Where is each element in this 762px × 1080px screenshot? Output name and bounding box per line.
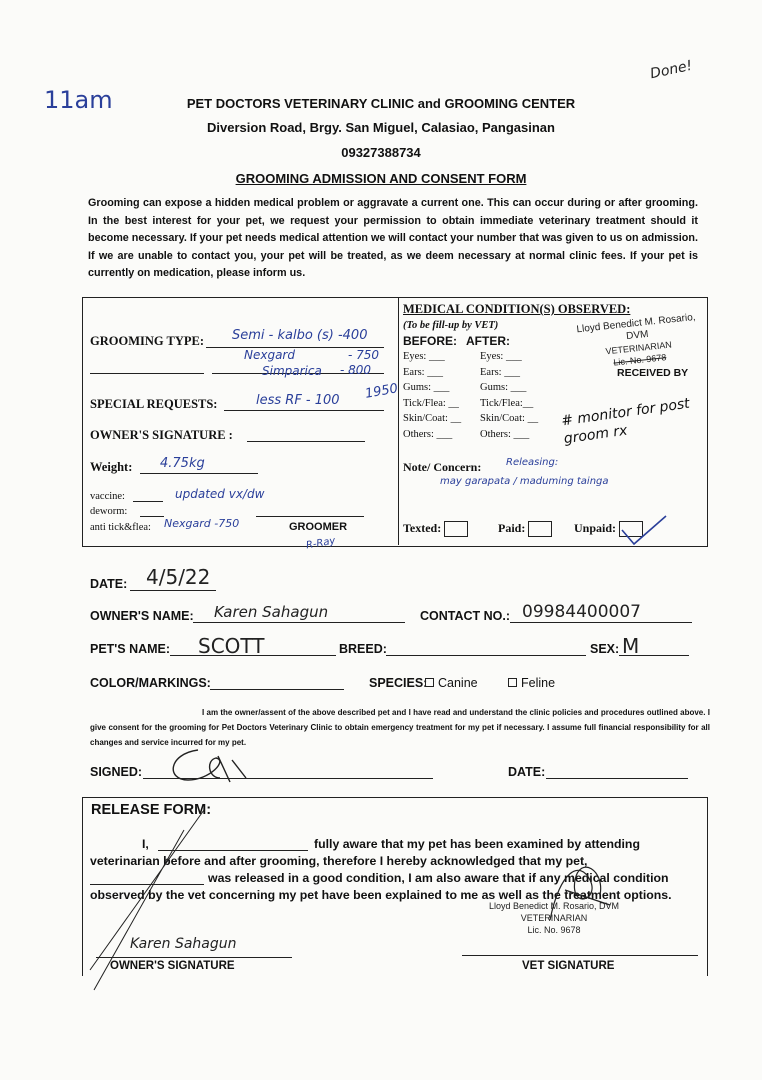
vaccine-value: updated vx/dw <box>175 487 265 501</box>
owner-signature-mark <box>158 742 248 788</box>
note-label: Note/ Concern: <box>403 460 482 474</box>
simparica-text: Simparica <box>262 364 322 378</box>
grooming-type-label: GROOMING TYPE: <box>90 334 205 348</box>
stamp-bottom-license: Lic. No. 9678 <box>527 925 581 935</box>
pet-name-value: SCOTT <box>198 634 265 658</box>
release-owner-signature: Karen Sahagun <box>130 936 237 952</box>
grooming-extra-line <box>90 373 204 374</box>
release-p1b: fully aware that my pet has been examined by attending <box>314 837 640 851</box>
sex-value: M <box>622 634 640 658</box>
medical-subtitle: (To be fill-up by VET) <box>403 320 499 331</box>
intro-paragraph: Grooming can expose a hidden medical problem or aggravate a current one. This can occur during or after grooming. In the best interest for your pet, we request your permission to obtain immediate veterinary treatment should it become necessary. If your pet needs medical attention we will contact your number that was given to us on admission. If we are unable to contact you, your pet will be treated, as we deem necessary at normal clinic fees. If your pet is currently on medication, please inform us. <box>88 197 698 279</box>
release-p3: was released in a good condition, I am also aware that if any medical condition <box>208 871 669 885</box>
owner-name-label: OWNER'S NAME: <box>90 609 194 623</box>
after-ears: Ears: ___ <box>480 366 520 378</box>
texted-checkbox[interactable] <box>444 521 468 537</box>
vet-sig-label: VET SIGNATURE <box>522 960 615 972</box>
breed-label: BREED: <box>339 642 387 656</box>
special-requests-label: SPECIAL REQUESTS: <box>90 397 218 411</box>
unpaid-check-mark <box>620 510 670 550</box>
before-ears: Ears: ___ <box>403 366 443 378</box>
anti-tick-label: anti tick&flea: <box>90 522 151 533</box>
note-value: Releasing: <box>506 457 559 468</box>
color-line <box>210 689 344 690</box>
before-tick: Tick/Flea: __ <box>403 397 459 409</box>
nexgard-text: Nexgard <box>244 348 295 362</box>
weight-label: Weight: <box>90 460 133 474</box>
anti-tick-value: Nexgard -750 <box>164 517 240 530</box>
special-requests-line <box>224 410 384 411</box>
after-others: Others: ___ <box>480 428 530 440</box>
paid-checkbox[interactable] <box>528 521 552 537</box>
owner-sig-label: OWNER'S SIGNATURE <box>110 960 235 972</box>
form-title: GROOMING ADMISSION AND CONSENT FORM <box>235 171 527 186</box>
feline-option[interactable]: Feline <box>508 676 555 690</box>
box-divider <box>398 297 399 545</box>
release-p4: observed by the vet concerning my pet have been explained to me as well as the treatment options. <box>90 888 672 902</box>
after-label: AFTER: <box>466 334 510 348</box>
contact-value: 09984400007 <box>522 602 641 622</box>
before-column <box>403 351 461 444</box>
before-skin: Skin/Coat: __ <box>403 413 462 424</box>
nexgard-price: - 750 <box>348 348 380 362</box>
vet-sig-line <box>462 955 698 956</box>
received-by: RECEIVED BY <box>617 367 689 379</box>
before-others: Others: ___ <box>403 428 453 440</box>
groomer-line <box>256 516 364 517</box>
after-column <box>480 351 538 444</box>
clinic-address: Diversion Road, Brgy. San Miguel, Calasiao, Pangasinan <box>207 120 555 135</box>
handwritten-done: Done! <box>648 57 694 83</box>
date-value: 4/5/22 <box>146 565 211 589</box>
groomer-label: GROOMER <box>289 521 348 533</box>
simparica-price: - 800 <box>340 363 372 377</box>
paid-label: Paid: <box>498 521 552 537</box>
date2-line <box>546 778 688 779</box>
grooming-type-value: Semi - kalbo (s) -400 <box>232 328 368 343</box>
vet-signature-mark <box>530 850 620 930</box>
owner-sig-line <box>96 957 292 958</box>
owner-name-line <box>193 622 405 623</box>
stamp-license: Lic. No. 9678 <box>612 352 667 368</box>
clinic-phone: 09327388734 <box>341 145 421 160</box>
note-value-2: may garapata / maduming tainga <box>440 476 609 487</box>
before-label: BEFORE: <box>403 334 457 348</box>
groomer-name: R-Ray <box>305 535 337 552</box>
stamp-bottom-title: VETERINARIAN <box>520 913 588 923</box>
before-gums: Gums: ___ <box>403 382 450 393</box>
release-p1a: I, <box>142 837 149 851</box>
deworm-label: deworm: <box>90 506 128 517</box>
sex-label: SEX: <box>590 642 620 656</box>
handwritten-time: 11am <box>44 86 113 114</box>
release-title: RELEASE FORM: <box>91 802 212 818</box>
monitor-note: # monitor for post groom rx <box>560 395 691 448</box>
after-tick: Tick/Flea:__ <box>480 397 534 409</box>
date-line <box>130 590 216 591</box>
owner-signature-label: OWNER'S SIGNATURE : <box>90 428 233 442</box>
deworm-line <box>140 516 164 517</box>
stamp-bottom-name: Lloyd Benedict M. Rosario, DVM <box>488 901 620 911</box>
pet-name-label: PET'S NAME: <box>90 642 171 656</box>
before-eyes: Eyes: ___ <box>403 351 445 362</box>
date-label: DATE: <box>90 577 128 591</box>
contact-label: CONTACT NO.: <box>420 609 511 623</box>
owner-signature-line <box>247 441 365 442</box>
medical-title: MEDICAL CONDITION(S) OBSERVED: <box>403 302 631 316</box>
date2-label: DATE: <box>508 765 546 779</box>
after-skin: Skin/Coat: __ <box>480 413 539 424</box>
texted-label: Texted: <box>403 521 468 537</box>
stamp-name: Lloyd Benedict M. Rosario, DVM <box>576 311 697 343</box>
release-p2: veterinarian before and after grooming, therefore I hereby acknowledged that my pet, <box>90 854 588 868</box>
vaccine-label: vaccine: <box>90 491 125 502</box>
after-eyes: Eyes: ___ <box>480 351 522 362</box>
special-requests-value: less RF - 100 <box>256 393 340 408</box>
canine-option[interactable]: Canine <box>425 676 478 690</box>
owner-name-value: Karen Sahagun <box>214 603 329 621</box>
after-gums: Gums: ___ <box>480 382 527 393</box>
weight-line <box>140 473 258 474</box>
total-value: 1950 <box>363 381 400 402</box>
stamp-title: VETERINARIAN <box>605 339 673 357</box>
clinic-name: PET DOCTORS VETERINARY CLINIC and GROOMING CENTER <box>186 96 576 111</box>
color-label: COLOR/MARKINGS: <box>90 676 211 690</box>
contact-line <box>510 622 692 623</box>
signed-label: SIGNED: <box>90 765 143 779</box>
species-label: SPECIES: <box>369 676 428 690</box>
weight-value: 4.75kg <box>160 456 205 471</box>
unpaid-label: Unpaid: <box>574 521 643 537</box>
breed-line <box>386 655 586 656</box>
vaccine-line <box>133 501 163 502</box>
consent-paragraph: I am the owner/assent of the above described pet and I have read and understand the clinic policies and procedures outlined above. I give consent for the grooming for Pet Doctors Veterinary Clinic to obtain emergency treatment for my pet if necessary. I assume full financial responsibility for all changes and service incurred for my pet. <box>90 708 710 747</box>
